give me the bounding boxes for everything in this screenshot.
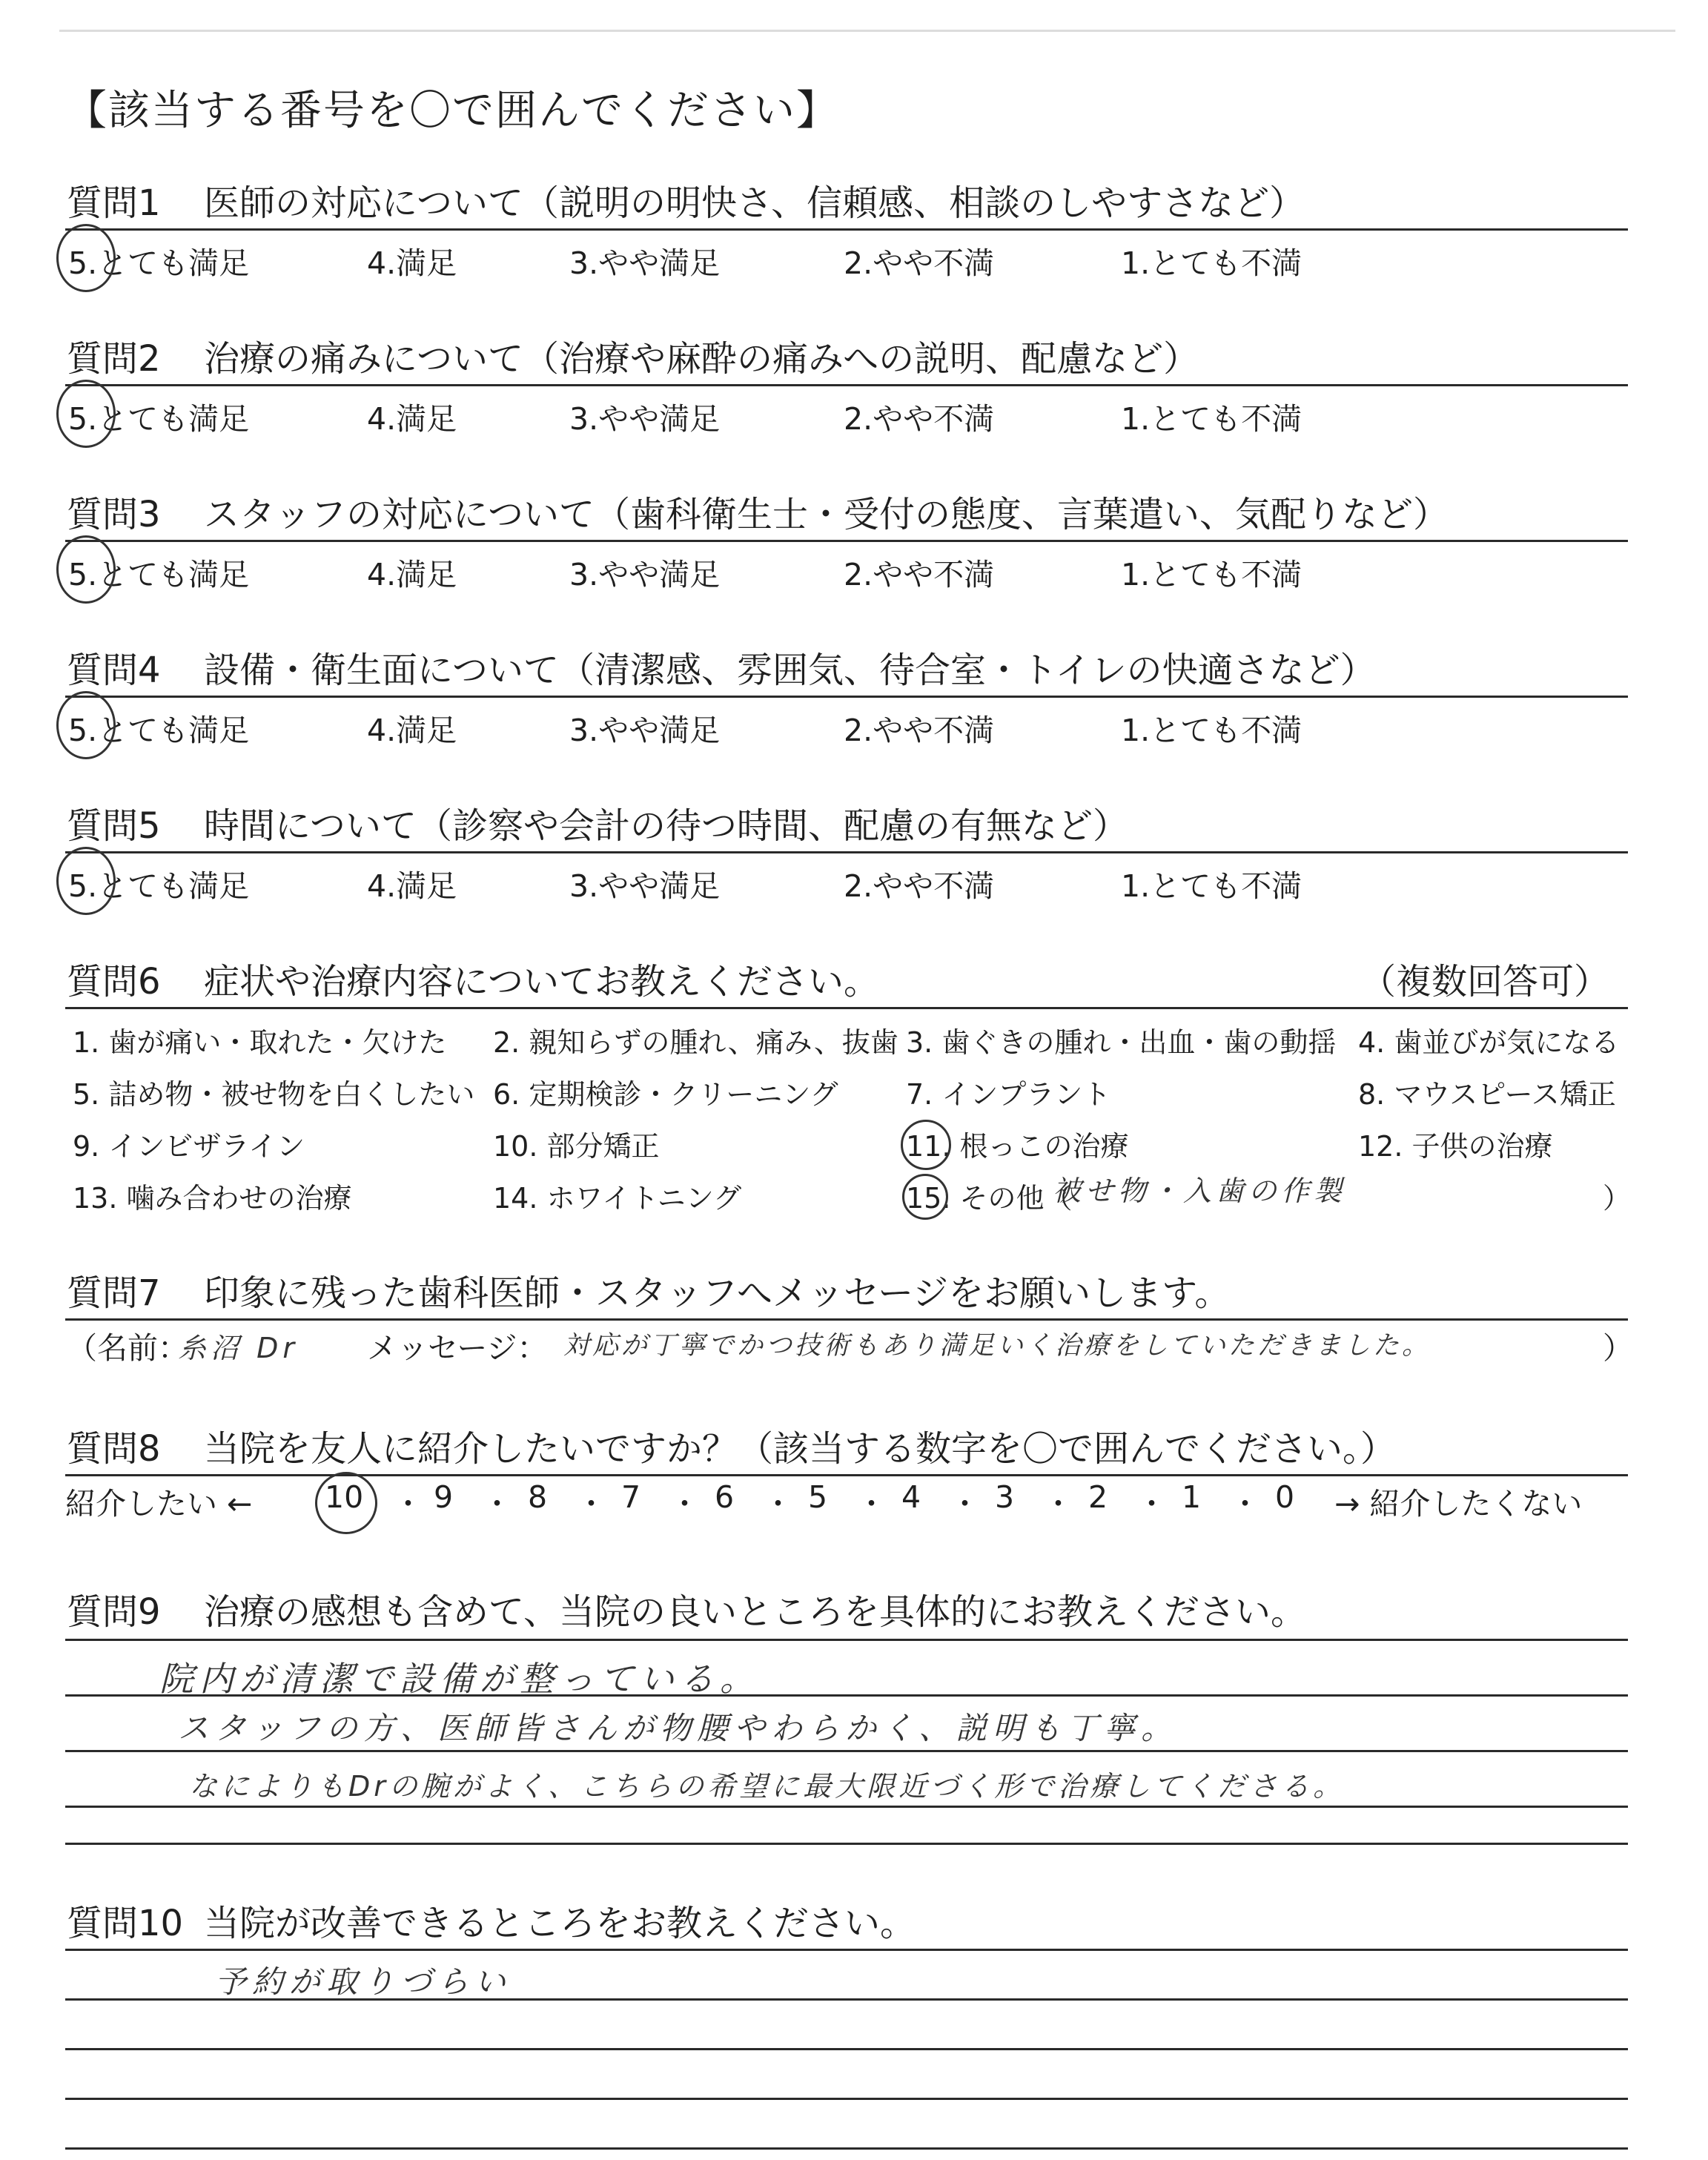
q8-score-3[interactable]: 3 (995, 1479, 1015, 1515)
q8-score-6[interactable]: 6 (715, 1479, 735, 1515)
question-5-heading (67, 797, 1128, 848)
question-3-label: 質問3 (67, 494, 161, 535)
question-6-grid (0, 1020, 1708, 1227)
q5-option-3[interactable]: 3.やや満足 (569, 868, 721, 904)
question-9-label: 質問9 (67, 1591, 161, 1633)
q6-item-4[interactable]: 4. 歯並びが気になる (1358, 1026, 1620, 1059)
q9-answer-line-3[interactable]: なによりもDrの腕がよく、こちらの希望に最大限近づく形で治療してくださる。 (189, 1770, 1345, 1803)
question-9-text: 治療の感想も含めて、当院の良いところを具体的にお教えください。 (204, 1591, 1307, 1633)
q1-option-5[interactable]: 5.とても満足 (68, 245, 250, 281)
q9-line-2 (65, 1750, 1628, 1752)
q9-line-3 (65, 1806, 1628, 1808)
question-7-heading (67, 1264, 1230, 1315)
question-6-note: （複数回答可） (1360, 961, 1610, 1003)
q6-item-11-circle (901, 1120, 951, 1170)
question-5-label: 質問5 (67, 805, 161, 847)
question-6-label: 質問6 (67, 961, 161, 1003)
question-2-label: 質問2 (67, 338, 161, 380)
q1-selection-circle (56, 224, 116, 292)
question-6-heading (67, 953, 879, 1004)
question-10-label: 質問10 (67, 1903, 184, 1944)
q3-selection-circle (56, 535, 116, 604)
q8-scale-row: 紹介したい ← 10 ・ 9 ・ 8 ・ 7 ・ 6 ・ 5 ・ 4 ・ 3 ・ 2 ・ 1 ・ 0 → 紹介したくない (65, 1479, 1583, 1522)
question-2-text: 治療の痛みについて（治療や麻酔の痛みへの説明、配慮など） (204, 338, 1199, 380)
q10-line-0 (65, 1949, 1628, 1951)
question-8-text: 当院を友人に紹介したいですか？（該当する数字を〇で囲んでください。） (204, 1428, 1397, 1470)
q10-line-2 (65, 2048, 1628, 2050)
q6-item-6[interactable]: 6. 定期検診・クリーニング (493, 1078, 838, 1111)
q6-item-13[interactable]: 13. 噛み合わせの治療 (73, 1182, 352, 1215)
question-8-rule (65, 1474, 1628, 1476)
question-6-text: 症状や治療内容についてお教えください。 (204, 961, 880, 1003)
q6-item-5[interactable]: 5. 詰め物・被せ物を白くしたい (73, 1078, 475, 1111)
q4-option-5[interactable]: 5.とても満足 (68, 713, 250, 748)
q2-option-3[interactable]: 3.やや満足 (569, 401, 721, 437)
question-4-rule (65, 696, 1628, 698)
q10-line-4 (65, 2147, 1628, 2150)
q1-option-1[interactable]: 1.とても不満 (1121, 245, 1302, 281)
q5-selection-circle (56, 847, 116, 915)
question-9-heading (67, 1583, 1306, 1634)
q8-score-0[interactable]: 0 (1275, 1479, 1295, 1515)
q6-item-12[interactable]: 12. 子供の治療 (1358, 1130, 1553, 1163)
q2-option-1[interactable]: 1.とても不満 (1121, 401, 1302, 437)
q10-answer-line-1[interactable]: 予約が取りづらい (215, 1964, 512, 2000)
question-4-options (0, 706, 1708, 750)
question-3-heading (67, 486, 1449, 537)
q6-item-1[interactable]: 1. 歯が痛い・取れた・欠けた (73, 1026, 447, 1059)
q8-score-7[interactable]: 7 (621, 1479, 641, 1515)
q8-score-5[interactable]: 5 (808, 1479, 828, 1515)
question-4-heading (67, 641, 1376, 693)
q6-item-11[interactable]: 11. 根っこの治療 (906, 1130, 1129, 1163)
q7-close: ） (1603, 1330, 1633, 1366)
question-6-rule (65, 1007, 1628, 1009)
q8-left-label: 紹介したい ← (65, 1486, 253, 1522)
q4-option-4[interactable]: 4.満足 (367, 713, 457, 748)
question-7-label: 質問7 (67, 1272, 161, 1314)
question-4-label: 質問4 (67, 650, 161, 691)
q4-option-3[interactable]: 3.やや満足 (569, 713, 721, 748)
q3-option-4[interactable]: 4.満足 (367, 557, 457, 592)
question-1-options (0, 239, 1708, 283)
question-7-text: 印象に残った歯科医師・スタッフへメッセージをお願いします。 (204, 1272, 1231, 1314)
q2-option-5[interactable]: 5.とても満足 (68, 401, 250, 437)
q6-item-10[interactable]: 10. 部分矯正 (493, 1130, 660, 1163)
question-7-rule (65, 1318, 1628, 1321)
q9-answer-line-2[interactable]: スタッフの方、医師皆さんが物腰やわらかく、説明も丁寧。 (178, 1710, 1179, 1746)
q1-option-4[interactable]: 4.満足 (367, 245, 457, 281)
question-3-text: スタッフの対応について（歯科衛生士・受付の態度、言葉遣い、気配りなど） (204, 494, 1449, 535)
q2-option-4[interactable]: 4.満足 (367, 401, 457, 437)
q6-item-7[interactable]: 7. インプラント (906, 1078, 1111, 1111)
q6-item-8[interactable]: 8. マウスピース矯正 (1358, 1078, 1616, 1111)
question-1-rule (65, 228, 1628, 231)
question-5-text: 時間について（診察や会計の待つ時間、配慮の有無など） (204, 805, 1129, 847)
q2-selection-circle (56, 380, 116, 448)
question-1-heading (67, 174, 1305, 225)
q1-option-3[interactable]: 3.やや満足 (569, 245, 721, 281)
q1-option-2[interactable]: 2.やや不満 (844, 245, 995, 281)
q5-option-4[interactable]: 4.満足 (367, 868, 457, 904)
q8-score-10[interactable]: 10 (325, 1479, 364, 1515)
q3-option-2[interactable]: 2.やや不満 (844, 557, 995, 592)
q8-score-4[interactable]: 4 (901, 1479, 921, 1515)
question-10-heading (67, 1895, 916, 1946)
q4-selection-circle (56, 691, 116, 759)
q8-score-2[interactable]: 2 (1088, 1479, 1108, 1515)
q6-other-handwritten: 被せ物・入歯の作製 (1053, 1175, 1347, 1207)
question-2-options (0, 394, 1708, 439)
q10-line-3 (65, 2098, 1628, 2100)
q9-line-4 (65, 1843, 1628, 1845)
scan-top-edge (59, 30, 1675, 32)
q8-score-1[interactable]: 1 (1182, 1479, 1202, 1515)
q3-option-3[interactable]: 3.やや満足 (569, 557, 721, 592)
q5-option-1[interactable]: 1.とても不満 (1121, 868, 1302, 904)
page-title: 【該当する番号を〇で囲んでください】 (65, 87, 839, 135)
question-7-answer-row (0, 1324, 1708, 1375)
question-2-rule (65, 384, 1628, 386)
question-8-heading (67, 1420, 1396, 1471)
q6-item-15[interactable]: 15. その他（ (906, 1182, 1073, 1215)
q7-message-value[interactable]: 対応が丁寧でかつ技術もあり満足いく治療をしていただきました。 (563, 1331, 1431, 1361)
q6-item-14[interactable]: 14. ホワイトニング (493, 1182, 742, 1215)
q7-message-label: メッセージ： (367, 1330, 548, 1366)
q6-item-9[interactable]: 9. インビザライン (73, 1130, 305, 1163)
q5-option-2[interactable]: 2.やや不満 (844, 868, 995, 904)
q5-option-5[interactable]: 5.とても満足 (68, 868, 250, 904)
q6-item-2[interactable]: 2. 親知らずの腫れ、痛み、抜歯 (493, 1026, 898, 1059)
question-4-text: 設備・衛生面について（清潔感、雰囲気、待合室・トイレの快適さなど） (204, 650, 1376, 691)
q2-option-2[interactable]: 2.やや不満 (844, 401, 995, 437)
q8-score-8[interactable]: 8 (528, 1479, 548, 1515)
question-8-label: 質問8 (67, 1428, 161, 1470)
q6-item-15-circle (902, 1174, 948, 1220)
question-2-heading (67, 330, 1199, 381)
q9-line-0 (65, 1639, 1628, 1641)
q7-name-value[interactable]: 糸沼 Dr (178, 1332, 299, 1364)
q3-option-1[interactable]: 1.とても不満 (1121, 557, 1302, 592)
question-10-text: 当院が改善できるところをお教えください。 (204, 1903, 916, 1944)
q6-item-3[interactable]: 3. 歯ぐきの腫れ・出血・歯の動揺 (906, 1026, 1337, 1059)
question-1-text: 医師の対応について（説明の明快さ、信頼感、相談のしやすさなど） (204, 182, 1305, 224)
q9-answer-line-1[interactable]: 院内が清潔で設備が整っている。 (159, 1659, 760, 1699)
q8-score-9[interactable]: 9 (434, 1479, 454, 1515)
q4-option-1[interactable]: 1.とても不満 (1121, 713, 1302, 748)
q3-option-5[interactable]: 5.とても満足 (68, 557, 250, 592)
q8-selection-circle (315, 1472, 377, 1534)
q6-other-close: ） (1603, 1182, 1632, 1215)
question-5-rule (65, 851, 1628, 853)
q8-right-label: → 紹介したくない (1334, 1486, 1583, 1522)
q7-name-label: （名前： (67, 1330, 188, 1366)
question-3-options (0, 550, 1708, 595)
q4-option-2[interactable]: 2.やや不満 (844, 713, 995, 748)
question-3-rule (65, 540, 1628, 542)
question-1-label: 質問1 (67, 182, 161, 224)
question-5-options (0, 862, 1708, 906)
